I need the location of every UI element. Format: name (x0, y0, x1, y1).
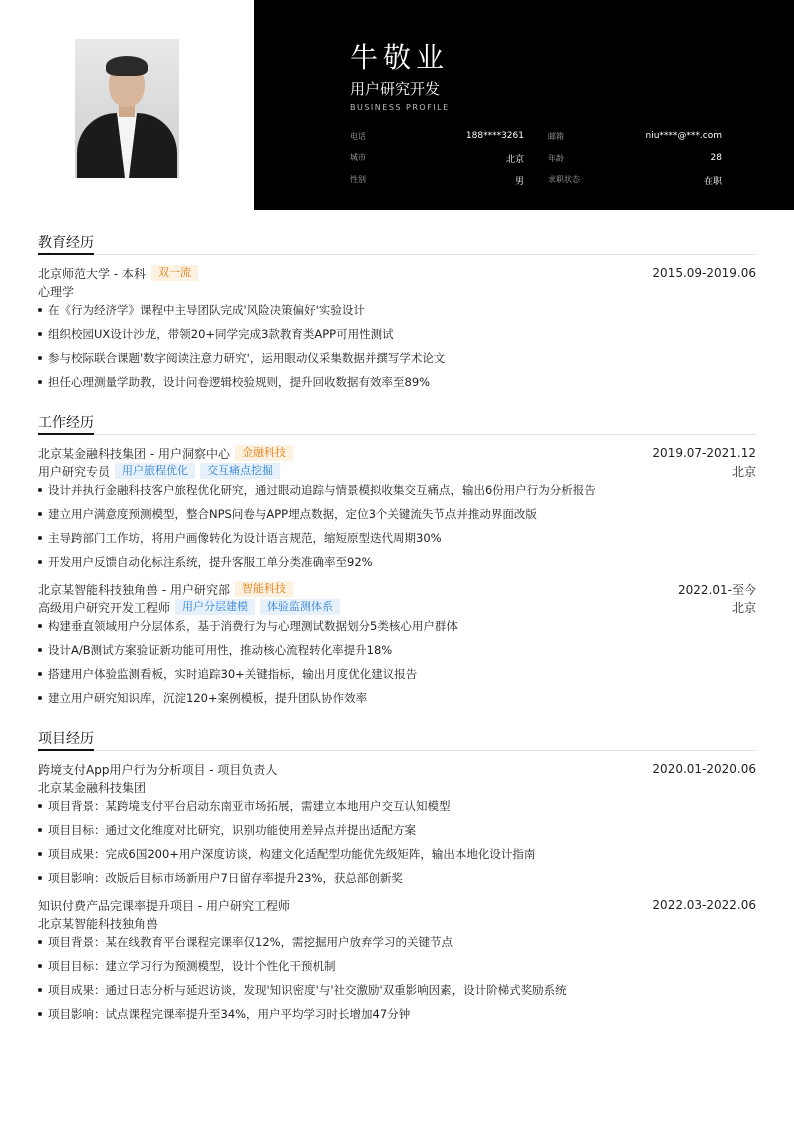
entry-city: 北京 (731, 600, 756, 615)
info-label: 城市 (350, 152, 366, 162)
work-entry (38, 580, 756, 714)
info-value: niu****@***.com (645, 130, 722, 141)
entry-header (38, 896, 756, 914)
school-tag: 双一流 (151, 265, 198, 281)
section-title: 项目经历 (38, 728, 94, 751)
header-banner (254, 0, 794, 210)
contact-info (350, 125, 722, 191)
education-section (38, 232, 756, 398)
entry-city: 北京 (731, 464, 756, 479)
bullet-item: 建立用户研究知识库，沉淀120+案例模板，提升团队协作效率 (38, 690, 756, 714)
bullet-item: 担任心理测量学助教，设计问卷逻辑校验规则，提升回收数据有效率至89% (38, 374, 756, 398)
entry-title (38, 265, 198, 282)
info-cell (548, 174, 722, 187)
candidate-name: 牛敬业 (350, 41, 450, 74)
bullet-list (38, 798, 756, 894)
info-cell (350, 131, 524, 142)
company-name: 北京某金融科技集团 - 用户洞察中心 (38, 446, 230, 461)
info-value: 男 (514, 176, 524, 187)
project-entry (38, 760, 756, 894)
entry-title (38, 581, 293, 598)
entry-date: 2022.01-至今 (678, 582, 756, 597)
entry-date: 2015.09-2019.06 (652, 266, 756, 280)
bullet-item: 主导跨部门工作坊，将用户画像转化为设计语言规范，缩短原型迭代周期30% (38, 530, 756, 554)
work-section (38, 412, 756, 714)
info-label: 邮箱 (548, 131, 564, 141)
company-name: 北京某智能科技独角兽 - 用户研究部 (38, 582, 230, 597)
work-entry (38, 444, 756, 578)
bullet-item: 开发用户反馈自动化标注系统，提升客服工单分类准确率至92% (38, 554, 756, 578)
school-name: 北京师范大学 - 本科 (38, 266, 146, 281)
info-value: 北京 (505, 154, 524, 165)
profile-label: BUSINESS PROFILE (350, 103, 450, 112)
entry-subheader (38, 462, 756, 480)
entry-header (38, 760, 756, 778)
entry-header (38, 444, 756, 462)
education-entry (38, 264, 756, 398)
skill-tag: 交互痛点挖掘 (200, 463, 280, 479)
entry-date: 2020.01-2020.06 (652, 762, 756, 776)
major: 心理学 (38, 284, 75, 299)
info-value: 28 (710, 152, 722, 163)
bullet-item: 构建垂直领域用户分层体系，基于消费行为与心理测试数据划分5类核心用户群体 (38, 618, 756, 642)
bullet-list (38, 482, 756, 578)
info-label: 电话 (350, 131, 366, 141)
industry-tag: 智能科技 (235, 581, 293, 597)
info-label: 求职状态 (548, 174, 580, 184)
bullet-item: 设计并执行金融科技客户旅程优化研究，通过眼动追踪与情景模拟收集交互痛点，输出6份用户行为分析报告 (38, 482, 756, 506)
project-section (38, 728, 756, 1030)
bullet-item: 项目背景：某在线教育平台课程完课率仅12%，需挖掘用户放弃学习的关键节点 (38, 934, 756, 958)
bullet-item: 在《行为经济学》课程中主导团队完成'风险决策偏好'实验设计 (38, 302, 756, 326)
skill-tag: 体验监测体系 (260, 599, 340, 615)
avatar (75, 39, 179, 178)
position-title: 用户研究专员 (38, 464, 111, 479)
entry-date: 2019.07-2021.12 (652, 446, 756, 460)
bullet-item: 设计A/B测试方案验证新功能可用性，推动核心流程转化率提升18% (38, 642, 756, 666)
industry-tag: 金融科技 (235, 445, 293, 461)
bullet-item: 项目成果：通过日志分析与延迟访谈，发现'知识密度'与'社交激励'双重影响因素，设计阶梯式奖励系统 (38, 982, 756, 1006)
info-row (350, 169, 722, 191)
entry-subheader (38, 598, 756, 616)
entry-title (38, 445, 293, 462)
bullet-item: 项目影响：试点课程完课率提升至34%，用户平均学习时长增加47分钟 (38, 1006, 756, 1030)
bullet-list (38, 934, 756, 1030)
info-row (350, 147, 722, 169)
position-line (38, 599, 340, 616)
bullet-item: 项目目标：通过文化维度对比研究，识别功能使用差异点并提出适配方案 (38, 822, 756, 846)
entry-subheader (38, 778, 756, 796)
skill-tag: 用户旅程优化 (115, 463, 195, 479)
photo-area (0, 0, 254, 210)
bullet-item: 建立用户满意度预测模型，整合NPS问卷与APP埋点数据，定位3个关键流失节点并推动界面改版 (38, 506, 756, 530)
info-cell (548, 153, 722, 164)
entry-subheader (38, 914, 756, 932)
project-entry (38, 896, 756, 1030)
info-row (350, 125, 722, 147)
resume-content (38, 232, 756, 1044)
position-title: 高级用户研究开发工程师 (38, 600, 171, 615)
bullet-item: 项目目标：建立学习行为预测模型，设计个性化干预机制 (38, 958, 756, 982)
section-title: 工作经历 (38, 412, 94, 435)
entry-header (38, 580, 756, 598)
info-cell (548, 131, 722, 142)
candidate-role: 用户研究开发 (350, 80, 441, 98)
project-org: 北京某智能科技独角兽 (38, 916, 159, 931)
bullet-list (38, 618, 756, 714)
info-label: 性别 (350, 174, 366, 184)
entry-subheader (38, 282, 756, 300)
bullet-list (38, 302, 756, 398)
info-cell (350, 152, 524, 165)
bullet-item: 项目影响：改版后目标市场新用户7日留存率提升23%，获总部创新奖 (38, 870, 756, 894)
project-name: 跨境支付App用户行为分析项目 - 项目负责人 (38, 762, 278, 777)
info-cell (350, 174, 524, 187)
bullet-item: 参与校际联合课题'数字阅读注意力研究'，运用眼动仪采集数据并撰写学术论文 (38, 350, 756, 374)
info-value: 188****3261 (465, 130, 524, 141)
section-title: 教育经历 (38, 232, 94, 255)
info-value: 在职 (703, 176, 722, 187)
entry-header (38, 264, 756, 282)
info-label: 年龄 (548, 153, 564, 163)
skill-tag: 用户分层建模 (175, 599, 255, 615)
entry-date: 2022.03-2022.06 (652, 898, 756, 912)
bullet-item: 搭建用户体验监测看板，实时追踪30+关键指标，输出月度优化建议报告 (38, 666, 756, 690)
bullet-item: 项目背景：某跨境支付平台启动东南亚市场拓展，需建立本地用户交互认知模型 (38, 798, 756, 822)
position-line (38, 463, 280, 480)
project-name: 知识付费产品完课率提升项目 - 用户研究工程师 (38, 898, 290, 913)
bullet-item: 组织校园UX设计沙龙，带领20+同学完成3款教育类APP可用性测试 (38, 326, 756, 350)
bullet-item: 项目成果：完成6国200+用户深度访谈，构建文化适配型功能优先级矩阵，输出本地化设计指南 (38, 846, 756, 870)
project-org: 北京某金融科技集团 (38, 780, 147, 795)
